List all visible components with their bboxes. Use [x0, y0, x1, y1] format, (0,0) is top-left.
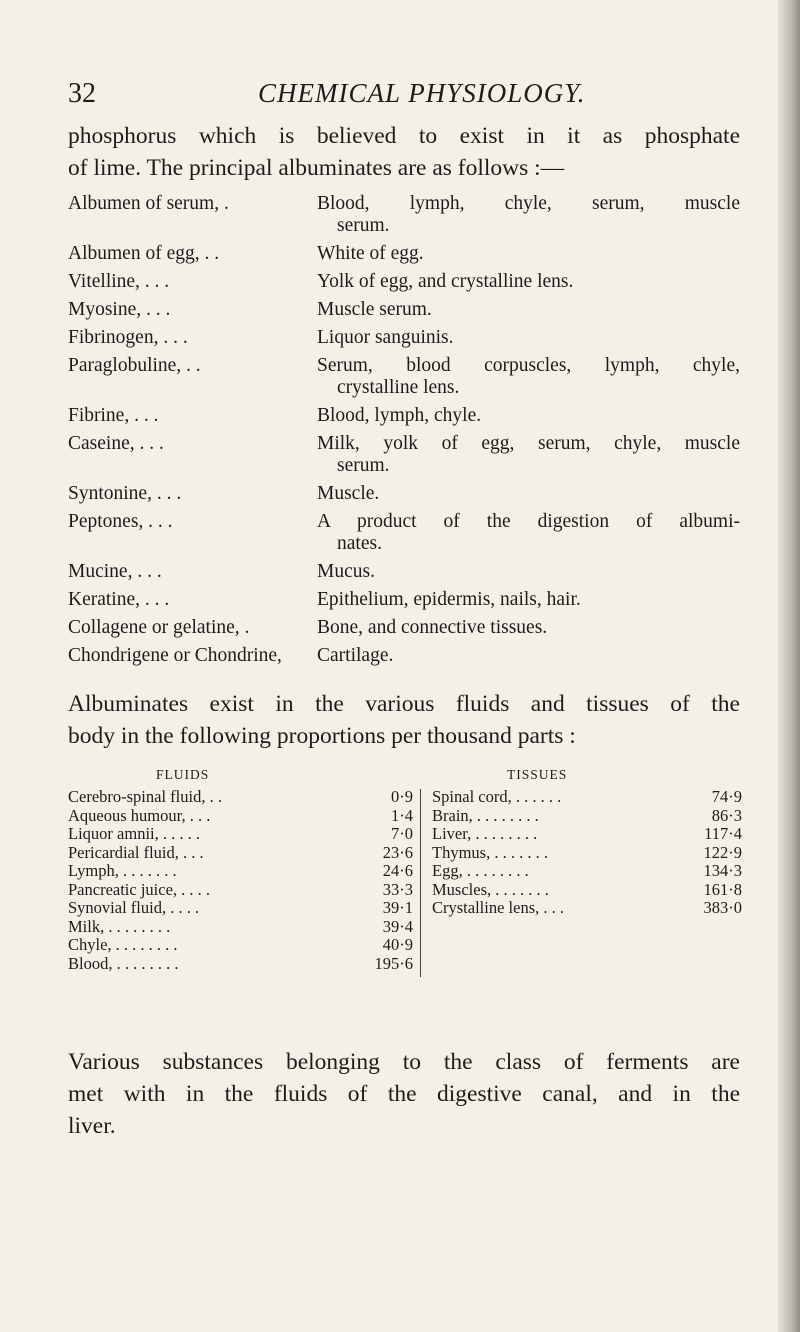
source-line: Bone, and connective tissues. — [317, 617, 548, 638]
albuminate-row — [68, 405, 748, 427]
fluids-value: 7·0 — [391, 824, 413, 843]
albuminate-source — [317, 645, 748, 667]
fluids-label: Pancreatic juice, . . . . — [68, 879, 211, 899]
source-line: Yolk of egg, and crystalline lens. — [317, 271, 574, 292]
text-line: phosphorus which is believed to exist in it as phosphate — [68, 123, 740, 149]
fluids-value: 40·9 — [382, 935, 413, 954]
fluids-row — [68, 899, 413, 918]
albuminate-source — [317, 433, 748, 477]
tissues-row — [432, 862, 742, 881]
fluids-label: Pericardial fluid, . . . — [68, 842, 204, 862]
fluids-label: Cerebro-spinal fluid, . . — [68, 787, 222, 806]
tissues-row — [432, 825, 742, 844]
source-line: nates. — [337, 533, 382, 554]
fluids-value: 1·4 — [391, 805, 413, 825]
source-line: Milk, yolk of egg, serum, chyle, muscle — [317, 433, 740, 454]
albuminate-name: Mucine, . . . — [68, 561, 162, 582]
albuminate-row — [68, 243, 748, 265]
tissues-value: 122·9 — [703, 842, 742, 862]
page-header — [68, 78, 740, 112]
albuminate-name: Chondrigene or Chondrine, — [68, 645, 282, 666]
albuminate-source — [317, 561, 748, 583]
source-line: Epithelium, epidermis, nails, hair. — [317, 589, 581, 610]
page-edge — [778, 0, 800, 1332]
fluids-label: Synovial fluid, . . . . — [68, 898, 200, 917]
tissues-list — [432, 788, 742, 918]
fluids-value: 24·6 — [382, 861, 413, 880]
albuminate-row — [68, 511, 748, 555]
albuminate-name: Myosine, . . . — [68, 299, 171, 320]
fluids-heading: FLUIDS — [156, 767, 210, 782]
fluids-row — [68, 807, 413, 826]
tissues-value: 134·3 — [703, 861, 742, 880]
tissues-value: 86·3 — [711, 805, 742, 825]
albuminate-name: Syntonine, . . . — [68, 483, 182, 504]
tissues-label: Muscles, . . . . . . . — [432, 879, 549, 899]
source-line: Muscle serum. — [317, 299, 432, 320]
fluids-row — [68, 955, 413, 974]
albuminate-source — [317, 483, 748, 505]
fluids-row — [68, 788, 413, 807]
albuminate-name: Keratine, . . . — [68, 589, 170, 610]
albuminate-source — [317, 617, 748, 639]
fluids-value: 33·3 — [382, 879, 413, 899]
fluids-list — [68, 788, 413, 973]
albuminate-row — [68, 645, 748, 667]
fluids-label: Chyle, . . . . . . . . — [68, 935, 178, 954]
fluids-value: 0·9 — [391, 787, 413, 806]
tissues-label: Liver, . . . . . . . . — [432, 824, 538, 843]
closing-paragraph — [68, 1046, 740, 1142]
text-line: liver. — [68, 1113, 116, 1139]
text-line: body in the following proportions per thousand parts : — [68, 723, 576, 749]
fluids-value: 39·4 — [382, 916, 413, 936]
albuminate-name: Peptones, . . . — [68, 511, 173, 532]
tissues-label: Crystalline lens, . . . — [432, 898, 564, 917]
text-line: of lime. The principal albuminates are as follows :— — [68, 155, 565, 181]
source-line: serum. — [337, 215, 390, 236]
fluids-label: Lymph, . . . . . . . — [68, 861, 177, 880]
albuminate-source — [317, 511, 748, 555]
source-line: Blood, lymph, chyle, serum, muscle — [317, 193, 740, 214]
albuminate-row — [68, 327, 748, 349]
tissues-heading: TISSUES — [507, 767, 568, 782]
tissues-value: 74·9 — [711, 787, 742, 806]
tissues-row — [432, 899, 742, 918]
albuminate-source — [317, 299, 748, 321]
tissues-row — [432, 844, 742, 863]
source-line: Liquor sanguinis. — [317, 327, 454, 348]
albuminate-name: Albumen of serum, . — [68, 193, 229, 214]
albuminate-name: Caseine, . . . — [68, 433, 164, 454]
albuminate-name: Albumen of egg, . . — [68, 243, 220, 264]
fluids-label: Milk, . . . . . . . . — [68, 916, 171, 936]
source-line: Serum, blood corpuscles, lymph, chyle, — [317, 355, 740, 376]
albuminate-row — [68, 355, 748, 399]
albuminate-source — [317, 193, 748, 237]
albuminate-name: Collagene or gelatine, . — [68, 617, 250, 638]
albuminate-source — [317, 355, 748, 399]
fluids-row — [68, 918, 413, 937]
albuminate-row — [68, 589, 748, 611]
tissues-row — [432, 788, 742, 807]
running-head: CHEMICAL PHYSIOLOGY. — [258, 78, 586, 108]
albuminate-source — [317, 243, 748, 265]
fluids-row — [68, 825, 413, 844]
albuminate-row — [68, 617, 748, 639]
source-line: Mucus. — [317, 561, 375, 582]
albuminate-source — [317, 589, 748, 611]
fluids-row — [68, 844, 413, 863]
proportions-intro-paragraph — [68, 688, 740, 752]
albuminate-name: Fibrine, . . . — [68, 405, 159, 426]
albuminate-name: Vitelline, . . . — [68, 271, 170, 292]
source-line: Blood, lymph, chyle. — [317, 405, 482, 426]
source-line: crystalline lens. — [337, 377, 460, 398]
fluids-label: Liquor amnii, . . . . . — [68, 824, 200, 843]
albuminate-name: Fibrinogen, . . . — [68, 327, 188, 348]
albuminate-source — [317, 271, 748, 293]
albuminate-source — [317, 327, 748, 349]
fluids-row — [68, 881, 413, 900]
fluids-value: 195·6 — [374, 953, 413, 973]
tissues-label: Spinal cord, . . . . . . — [432, 787, 562, 806]
albuminates-table — [68, 193, 748, 667]
fluids-row — [68, 862, 413, 881]
intro-paragraph — [68, 120, 740, 184]
tissues-value: 161·8 — [703, 879, 742, 899]
source-line: A product of the digestion of albumi- — [317, 511, 740, 532]
tissues-value: 383·0 — [703, 898, 742, 917]
albuminate-name: Paraglobuline, . . — [68, 355, 201, 376]
albuminate-row — [68, 433, 748, 477]
text-line: Albuminates exist in the various fluids and tissues of the — [68, 691, 740, 717]
tissues-label: Brain, . . . . . . . . — [432, 805, 539, 825]
fluids-label: Aqueous humour, . . . — [68, 805, 211, 825]
source-line: Cartilage. — [317, 645, 394, 666]
fluids-label: Blood, . . . . . . . . — [68, 953, 179, 973]
text-line: Various substances belonging to the class of ferments are — [68, 1049, 740, 1075]
source-line: Muscle. — [317, 483, 380, 504]
column-divider — [420, 789, 421, 977]
text-line: met with in the fluids of the digestive canal, and in the — [68, 1081, 740, 1107]
fluids-value: 23·6 — [382, 842, 413, 862]
albuminate-row — [68, 193, 748, 237]
albuminate-row — [68, 299, 748, 321]
page-number: 32 — [68, 78, 96, 109]
tissues-label: Thymus, . . . . . . . — [432, 842, 548, 862]
fluids-value: 39·1 — [382, 898, 413, 917]
albuminate-row — [68, 561, 748, 583]
albuminate-row — [68, 483, 748, 505]
tissues-row — [432, 807, 742, 826]
tissues-row — [432, 881, 742, 900]
albuminate-source — [317, 405, 748, 427]
tissues-value: 117·4 — [704, 824, 742, 843]
fluids-row — [68, 936, 413, 955]
source-line: White of egg. — [317, 243, 424, 264]
albuminate-row — [68, 271, 748, 293]
tissues-label: Egg, . . . . . . . . — [432, 861, 529, 880]
source-line: serum. — [337, 455, 390, 476]
